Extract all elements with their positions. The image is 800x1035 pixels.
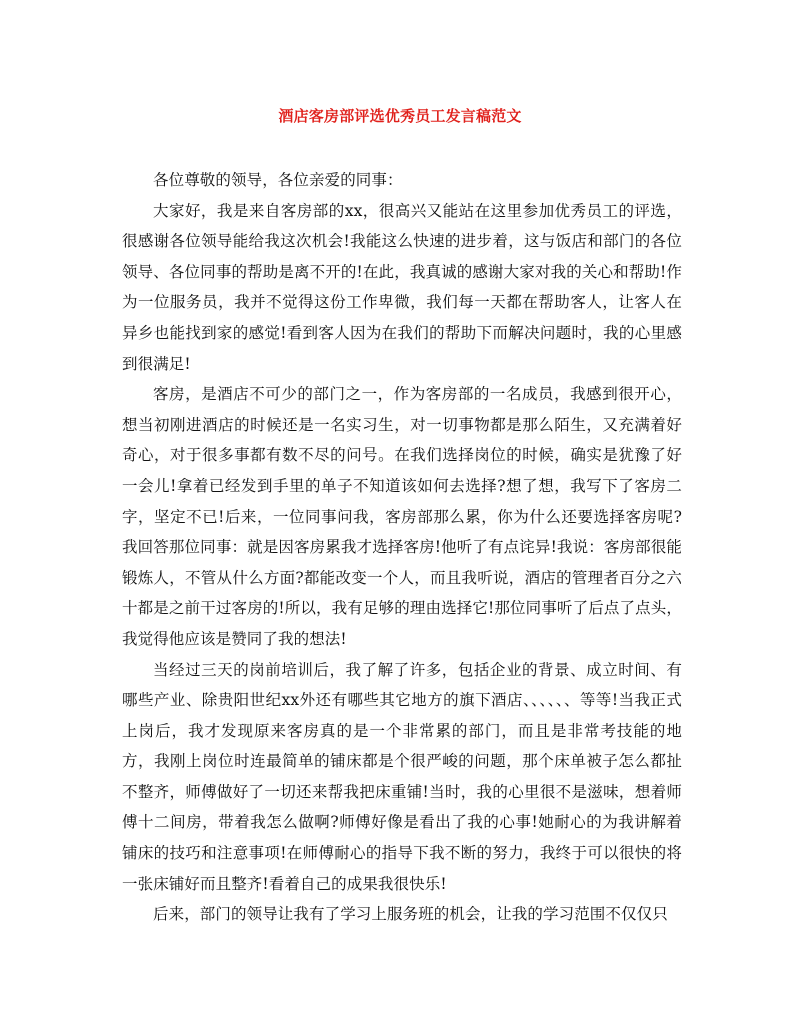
document-body [122,165,682,930]
paragraph-greeting: 各位尊敬的领导，各位亲爱的同事： [153,171,403,189]
page-title: 酒店客房部评选优秀员工发言稿范文 [278,107,522,125]
paragraph: 后来，部门的领导让我有了学习上服务班的机会，让我的学习范围不仅仅只 [153,905,668,924]
paragraph: 当经过三天的岗前培训后，我了解了许多，包括企业的背景、成立时间、有哪些产业、除贵阳世纪xx外还有哪些其它地方的旗下酒店、、、、、、等等!当我正式上岗后，我才发现原来客房真的是一个非常累的部门，而且是非常考技能的地方，我刚上岗位时连最简单的铺床都是个很严峻的问题，那个床单被子怎么都扯不整齐，师傅做好了一切还来帮我把床重铺!当时，我的心里很不是滋味，想着师傅十二间房，带着我怎么做啊?师傅好像是看出了我的心事!她耐心的为我讲解着铺床的技巧和注意事项!在师傅耐心的指导下我不断的努力，我终于可以很快的将一张床铺好而且整齐!看着自己的成果我很快乐! [122,660,682,893]
paragraph: 大家好，我是来自客房部的xx，很高兴又能站在这里参加优秀员工的评选，很感谢各位领导能给我这次机会!我能这么快速的进步着，这与饭店和部门的各位领导、各位同事的帮助是离不开的!在此，我真诚的感谢大家对我的关心和帮助!作为一位服务员，我并不觉得这份工作卑微，我们每一天都在帮助客人，让客人在异乡也能找到家的感觉!看到客人因为在我们的帮助下而解决问题时，我的心里感到很满足! [122,201,682,373]
paragraph: 客房，是酒店不可少的部门之一，作为客房部的一名成员，我感到很开心，想当初刚进酒店的时候还是一名实习生，对一切事物都是那么陌生，又充满着好奇心，对于很多事都有数不尽的问号。在我们选择岗位的时候，确实是犹豫了好一会儿!拿着已经发到手里的单子不知道该如何去选择?想了想，我写下了客房二字，坚定不已!后来，一位同事问我，客房部那么累，你为什么还要选择客房呢?我回答那位同事：就是因客房累我才选择客房!他听了有点诧异!我说：客房部很能锻炼人，不管从什么方面?都能改变一个人，而且我听说，酒店的管理者百分之六十都是之前干过客房的!所以，我有足够的理由选择它!那位同事听了后点了点头，我觉得他应该是赞同了我的想法! [122,385,682,648]
